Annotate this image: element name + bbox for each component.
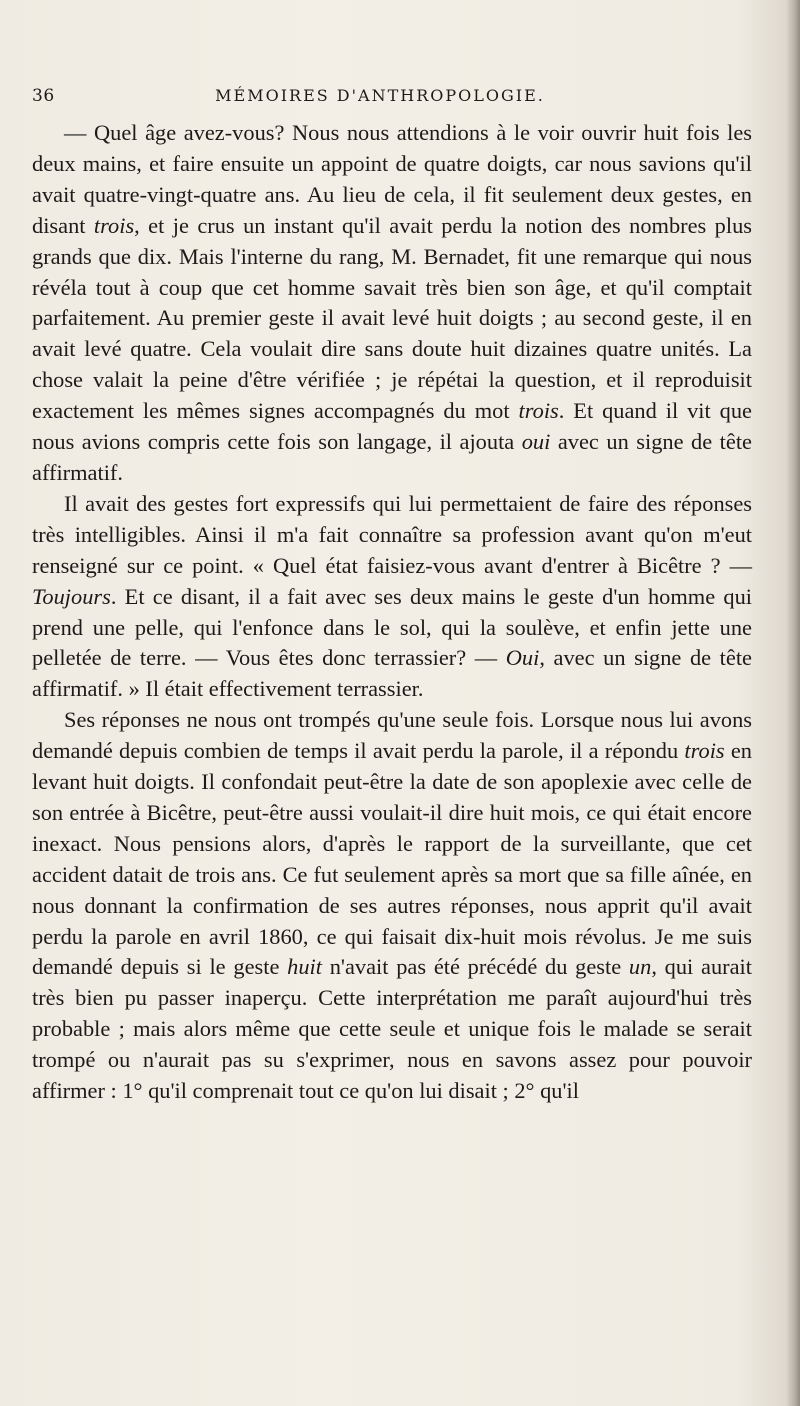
text-run: , avec un signe de tête affirmatif. » Il était effectivement terrassier. [32, 645, 752, 702]
text-run: Il avait des gestes fort expressifs qui lui permettaient de faire des réponses très intelligibles. Ainsi il m'a fait connaître sa profession avant qu'on m'eut renseigné sur ce point. « Quel état faisiez-vous avant d'entrer à Bicêtre ? — [32, 490, 752, 578]
italic-text: trois [684, 738, 725, 764]
italic-text: trois [93, 212, 135, 238]
paragraph [32, 489, 752, 705]
italic-text: oui [521, 429, 551, 455]
page-edge-shadow [786, 0, 800, 1406]
text-run: n'avait pas été précédé du geste [321, 954, 629, 980]
text-run: , qui aurait très bien pu passer inaperçu. Cette interprétation me paraît aujourd'hui très probable ; mais alors même que cette seule et unique fois le malade se serait trompé ou n'aurait pas su s'exprimer, nous en savons assez pour pouvoir affirmer : 1° qu'il comprenait tout ce qu'on lui disait ; 2° qu'il [32, 954, 752, 1104]
running-title: MÉMOIRES D'ANTHROPOLOGIE. [215, 86, 545, 105]
text-run: — Quel âge avez-vous? Nous nous attendions à le voir ouvrir huit fois les deux mains, et faire ensuite un appoint de quatre doigts, car nous savions qu'il avait quatre-vingt-quatre ans. Au lieu de cela, il fit seulement deux gestes, en disant [32, 120, 752, 238]
body-text [32, 118, 752, 1107]
text-run: . Et ce disant, il a fait avec ses deux mains le geste d'un homme qui prend une pelle, qui l'enfonce dans le sol, qui la soulève, et enfin jette une pelletée de terre. — Vous êtes donc terrassier? — [32, 583, 752, 671]
text-run: en levant huit doigts. Il confondait peut-être la date de son apoplexie avec celle de son entrée à Bicêtre, peut-être aussi voulait-il dire huit mois, ce qui était encore inexact. Nous pensions alors, d'après le rapport de la surveillante, que cet accident datait de trois ans. Ce fut seulement après sa mort que sa fille aînée, en nous donnant la confirmation de ses autres réponses, nous apprit qu'il avait perdu la parole en avril 1860, ce qui faisait dix-huit mois révolus. Je me suis demandé depuis si le geste [32, 738, 752, 980]
text-run: , et je crus un instant qu'il avait perdu la notion des nombres plus grands que dix. Mais l'interne du rang, M. Bernadet, fit une remarque qui nous révéla tout à coup que cet homme savait très bien son âge, et qu'il comptait parfaitement. Au premier geste il avait levé huit doigts ; au second geste, il en avait levé quatre. Cela voulait dire sans doute huit dizaines quatre unités. La chose valait la peine d'être vérifiée ; je répétai la question, et il reproduisit exactement les mêmes signes accompagnés du mot [32, 212, 752, 424]
italic-text: huit [287, 954, 322, 980]
text-run: . Et quand il vit que nous avions compris cette fois son langage, il ajouta [32, 398, 752, 455]
text-run: Ses réponses ne nous ont trompés qu'une seule fois. Lorsque nous lui avons demandé depuis combien de temps il avait perdu la parole, il a répondu [32, 707, 752, 764]
italic-text: trois [518, 398, 559, 424]
text-run: avec un signe de tête affirmatif. [32, 429, 752, 485]
page-number: 36 [32, 86, 55, 106]
page-header [32, 86, 768, 110]
italic-text: un [628, 954, 652, 980]
italic-text: Oui [505, 645, 540, 671]
italic-text: Toujours [32, 583, 111, 609]
paragraph [32, 705, 752, 1107]
paragraph [32, 118, 752, 489]
